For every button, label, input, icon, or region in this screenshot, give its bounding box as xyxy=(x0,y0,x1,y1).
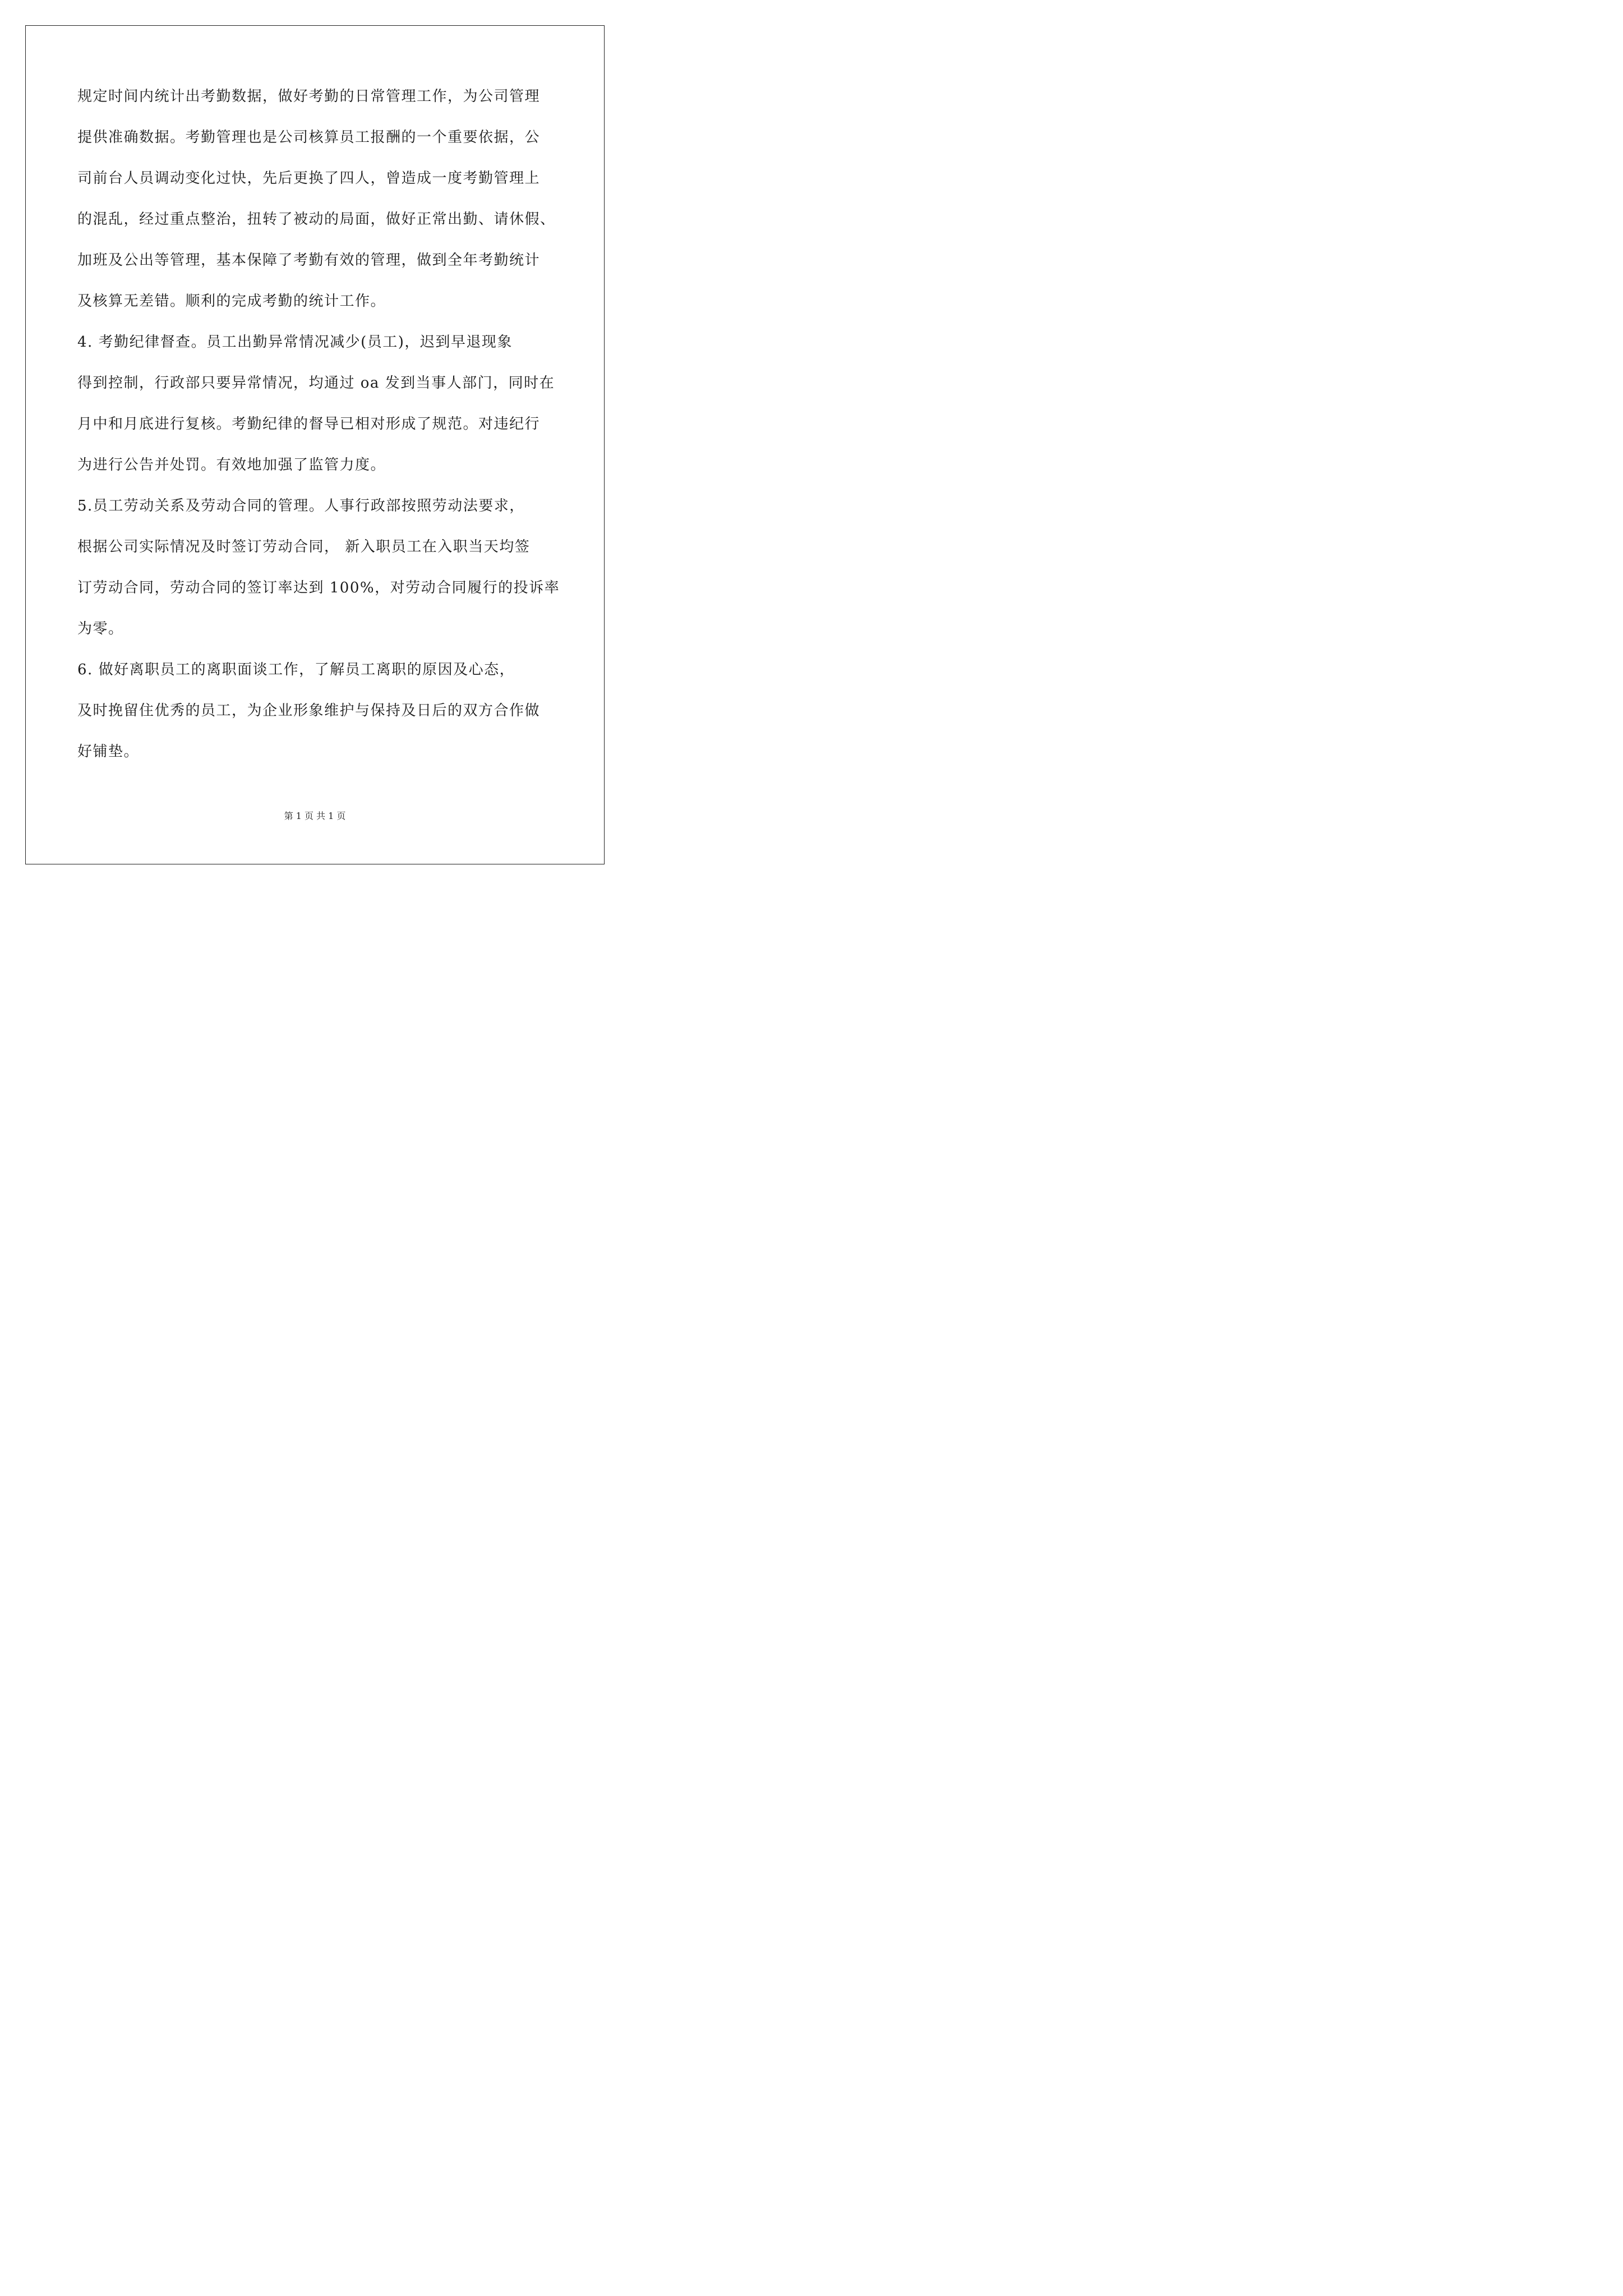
text-line: 的混乱，经过重点整治，扭转了被动的局面，做好正常出勤、请休假、 xyxy=(77,211,556,228)
text-line: 好铺垫。 xyxy=(77,743,140,760)
text-line: 及时挽留住优秀的员工，为企业形象维护与保持及日后的双方合作做 xyxy=(77,702,541,719)
text-line: 4. 考勤纪律督查。员工出勤异常情况减少(员工)，迟到早退现象 xyxy=(77,334,513,351)
text-line: 订劳动合同，劳动合同的签订率达到 100%，对劳动合同履行的投诉率 xyxy=(77,579,560,596)
page-border xyxy=(25,25,605,864)
text-line: 提供准确数据。考勤管理也是公司核算员工报酬的一个重要依据，公 xyxy=(77,129,541,146)
text-line: 为零。 xyxy=(77,620,124,637)
text-line: 加班及公出等管理，基本保障了考勤有效的管理，做到全年考勤统计 xyxy=(77,252,541,269)
text-line: 5.员工劳动关系及劳动合同的管理。人事行政部按照劳动法要求， xyxy=(77,498,525,514)
text-line: 根据公司实际情况及时签订劳动合同， 新入职员工在入职当天均签 xyxy=(77,539,531,555)
text-line: 规定时间内统计出考勤数据，做好考勤的日常管理工作，为公司管理 xyxy=(77,88,541,105)
text-line: 及核算无差错。顺利的完成考勤的统计工作。 xyxy=(77,293,386,310)
text-line: 月中和月底进行复核。考勤纪律的督导已相对形成了规范。对违纪行 xyxy=(77,416,541,432)
text-line: 为进行公告并处罚。有效地加强了监管力度。 xyxy=(77,457,386,473)
text-line: 司前台人员调动变化过快，先后更换了四人，曾造成一度考勤管理上 xyxy=(77,170,541,187)
page-footer-number: 第 1 页 共 1 页 xyxy=(284,811,346,821)
text-line: 得到控制，行政部只要异常情况，均通过 oa 发到当事人部门，同时在 xyxy=(77,375,555,392)
text-line: 6. 做好离职员工的离职面谈工作，了解员工离职的原因及心态， xyxy=(77,661,515,678)
